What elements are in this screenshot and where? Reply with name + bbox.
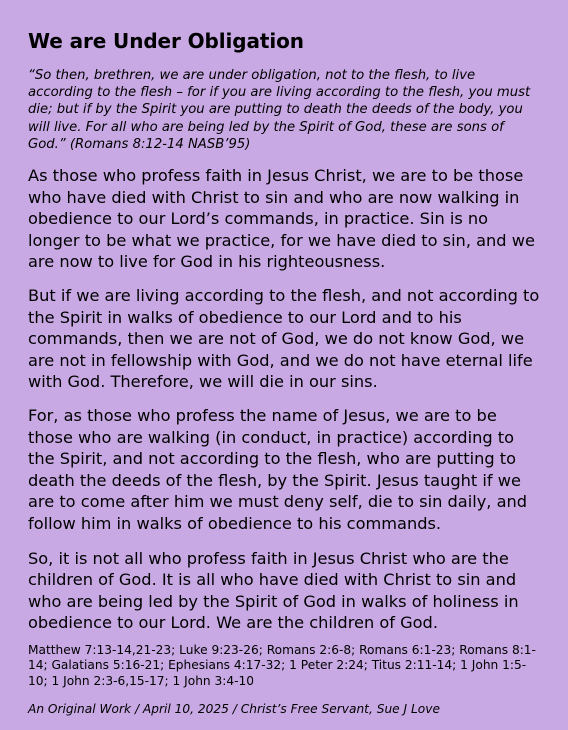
body-paragraph-4: So, it is not all who profess faith in Jesus Christ who are the children of God. It is all who have died with Christ to sin and who are being led by the Spirit of God in walks of holiness in obedience to our Lord. We are the children of God. — [28, 548, 519, 633]
scripture-quote: “So then, brethren, we are under obligation, not to the flesh, to live according to the flesh – for if you are living according to the flesh, you must die; but if by the Spirit you are putting to death the deeds of the body, you will live. For all who are being led by the Spirit of God, these are sons of God.” (Romans 8:12-14 NASB’95) — [28, 68, 531, 152]
body-paragraph-1: As those who profess faith in Jesus Christ, we are to be those who have died with Christ to sin and who are now walking in obedience to our Lord’s commands, in practice. Sin is no longer to be what we practice, for we have died to sin, and we are now to live for God in his righteousness. — [28, 166, 535, 272]
body-paragraph-3: For, as those who profess the name of Jesus, we are to be those who are walking (in conduct, in practice) according to the Spirit, and not according to the flesh, who are putting to death the deeds of the flesh, by the Spirit. Jesus taught if we are to come after him we must deny self, die to sin daily, and follow him in walks of obedience to his commands. — [28, 405, 528, 533]
body-paragraph-2: But if we are living according to the flesh, and not according to the Spirit in walks of obedience to our Lord and to his commands, then we are not of God, we do not know God, we are not in fellowship with God, and we do not have eternal life with God. Therefore, we will die in our sins. — [28, 285, 540, 392]
document-title: We are Under Obligation — [28, 29, 304, 53]
author-signature: An Original Work / April 10, 2025 / Christ’s Free Servant, Sue J Love — [28, 702, 440, 717]
scripture-references: Matthew 7:13-14,21-23; Luke 9:23-26; Romans 2:6-8; Romans 6:1-23; Romans 8:1-14; Galatians 5:16-21; Ephesians 4:17-32; 1 Peter 2:24; Titus 2:11-14; 1 John 1:5-10; 1 John 2:3-6,15-17; 1 John 3:4-10 — [28, 642, 536, 688]
